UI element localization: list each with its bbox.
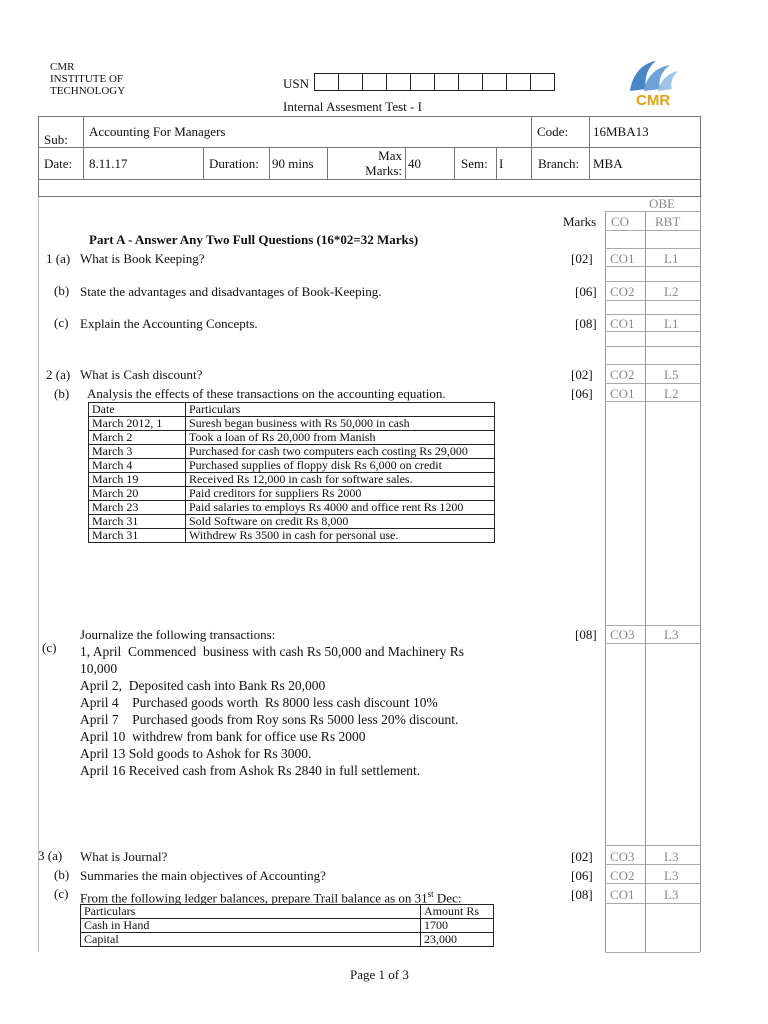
table-cell: March 20 (89, 487, 186, 501)
obe-header: OBE (649, 196, 675, 211)
table-header-row (89, 403, 495, 417)
usn-digit-box[interactable] (531, 73, 555, 91)
q1c-co: CO1 (610, 316, 635, 331)
header-col-divider (83, 116, 84, 179)
date-value: 8.11.17 (89, 156, 128, 171)
table-cell: Purchased for cash two computers each costing Rs 29,000 (186, 445, 495, 459)
q1a-co: CO1 (610, 251, 635, 266)
table-header-cell: Particulars (81, 905, 421, 919)
row-line (605, 845, 700, 846)
table-cell: March 19 (89, 473, 186, 487)
q3a-marks: [02] (571, 849, 593, 864)
table-cell: March 31 (89, 515, 186, 529)
row-line (605, 383, 700, 384)
table-cell: March 4 (89, 459, 186, 473)
table-row (81, 919, 494, 933)
subject-label: Sub: (44, 132, 68, 147)
table-row (89, 515, 495, 529)
part-a-heading: Part A - Answer Any Two Full Questions (16*02=32 Marks) (89, 232, 419, 247)
row-line (605, 281, 700, 282)
branch-value: MBA (593, 156, 623, 171)
page-number: Page 1 of 3 (350, 967, 409, 982)
q1a-text: What is Book Keeping? (80, 251, 205, 266)
transactions-table (88, 402, 495, 543)
table-cell: Paid salaries to employs Rs 4000 and office rent Rs 1200 (186, 501, 495, 515)
journal-line: April 10 withdrew from bank for office use Rs 2000 (80, 729, 366, 744)
journal-transactions (80, 643, 464, 779)
grid-left-border (38, 197, 39, 952)
row-line (605, 903, 700, 904)
q3b-marks: [06] (571, 868, 593, 883)
table-cell: March 2 (89, 431, 186, 445)
row-line (605, 952, 700, 953)
table-row (89, 529, 495, 543)
q2c-co: CO3 (610, 627, 635, 642)
q2b-co: CO1 (610, 386, 635, 401)
q1c-text: Explain the Accounting Concepts. (80, 316, 258, 331)
header-col-divider (454, 147, 455, 179)
max-marks-value: 40 (408, 156, 421, 171)
q1a-marks: [02] (571, 251, 593, 266)
q3c-co: CO1 (610, 887, 635, 902)
header-col-divider (203, 147, 204, 179)
table-cell: Purchased supplies of floppy disk Rs 6,000 on credit (186, 459, 495, 473)
q1-number: 1 (a) (46, 251, 71, 266)
q2c-line: Journalize the following transactions: (80, 627, 276, 642)
sem-label: Sem: (461, 156, 488, 171)
row-line (605, 401, 700, 402)
q1b-co: CO2 (610, 284, 635, 299)
institute-line-2: INSTITUTE OF (50, 73, 124, 85)
journal-line: April 4 Purchased goods worth Rs 8000 less cash discount 10% (80, 695, 438, 710)
co-header: CO (611, 214, 630, 229)
table-cell: 23,000 (421, 933, 494, 947)
usn-digit-box[interactable] (411, 73, 435, 91)
co-rbt-divider (645, 211, 646, 952)
table-row (81, 933, 494, 947)
table-cell: Received Rs 12,000 in cash for software sales. (186, 473, 495, 487)
q2a-co: CO2 (610, 367, 635, 382)
row-line (605, 346, 700, 347)
usn-digit-box[interactable] (483, 73, 507, 91)
code-label: Code: (537, 124, 569, 139)
q1c-marks: [08] (575, 316, 597, 331)
q2a-marks: [02] (571, 367, 593, 382)
q3c-label: (c) (54, 886, 69, 901)
header-col-divider (589, 116, 590, 179)
swan-icon (622, 55, 682, 95)
institute-line-3: TECHNOLOGY (50, 85, 126, 97)
usn-digit-box[interactable] (387, 73, 411, 91)
table-cell: March 31 (89, 529, 186, 543)
cmr-logo (622, 55, 682, 109)
q3c-text (80, 887, 461, 905)
header-col-divider (531, 116, 532, 179)
test-title: Internal Assesment Test - I (283, 99, 422, 114)
header-col-divider (269, 147, 270, 179)
row-line (605, 643, 700, 644)
q2a-rbt: L5 (664, 367, 679, 382)
table-cell: March 23 (89, 501, 186, 515)
table-cell: Took a loan of Rs 20,000 from Manish (186, 431, 495, 445)
rbt-header: RBT (655, 214, 681, 229)
usn-digit-box[interactable] (315, 73, 339, 91)
usn-box-row (314, 73, 555, 91)
table-row (89, 431, 495, 445)
q2c-label: (c) (42, 640, 57, 655)
subject-value: Accounting For Managers (89, 124, 226, 139)
table-cell: Paid creditors for suppliers Rs 2000 (186, 487, 495, 501)
q1b-rbt: L2 (664, 284, 679, 299)
q3c-rbt: L3 (664, 887, 679, 902)
q3b-label: (b) (54, 867, 70, 882)
table-row (89, 473, 495, 487)
table-cell: Sold Software on credit Rs 8,000 (186, 515, 495, 529)
q2b-rbt: L2 (664, 386, 679, 401)
q3c-text-main: From the following ledger balances, prepare Trail balance as on 31 (80, 890, 428, 906)
q3-number: 3 (a) (38, 848, 63, 863)
row-line (605, 266, 700, 267)
header-row-line (605, 230, 700, 231)
table-row (89, 417, 495, 431)
max-marks-label (330, 148, 402, 178)
q2b-text: Analysis the effects of these transactions on the accounting equation. (87, 386, 446, 401)
q2-number: 2 (a) (46, 367, 71, 382)
row-line (605, 883, 700, 884)
date-label: Date: (44, 156, 73, 171)
table-cell: March 3 (89, 445, 186, 459)
grid-right-border (700, 197, 701, 952)
journal-line: April 7 Purchased goods from Roy sons Rs 5000 less 20% discount. (80, 712, 459, 727)
q2b-marks: [06] (571, 386, 593, 401)
table-header-cell: Amount Rs (421, 905, 494, 919)
header-col-divider (327, 147, 328, 179)
duration-label: Duration: (209, 156, 259, 171)
usn-digit-box[interactable] (435, 73, 459, 91)
header-row-divider (38, 179, 701, 180)
q3c-superscript: st (427, 889, 434, 899)
ledger-table (80, 904, 494, 947)
row-line (605, 864, 700, 865)
q1a-rbt: L1 (664, 251, 679, 266)
table-header-cell: Date (89, 403, 186, 417)
journal-line: April 13 Sold goods to Ashok for Rs 3000. (80, 746, 312, 761)
obe-underline (605, 211, 700, 212)
q3b-rbt: L3 (664, 868, 679, 883)
row-line (605, 331, 700, 332)
journal-line: April 16 Received cash from Ashok Rs 2840 in full settlement. (80, 763, 421, 778)
table-row (89, 501, 495, 515)
q1b-text: State the advantages and disadvantages of Book-Keeping. (80, 284, 382, 299)
journal-line: 1, April Commenced business with cash Rs 50,000 and Machinery Rs (80, 644, 464, 659)
usn-digit-box[interactable] (459, 73, 483, 91)
q3b-co: CO2 (610, 868, 635, 883)
table-row (89, 487, 495, 501)
usn-digit-box[interactable] (339, 73, 363, 91)
q1c-label: (c) (54, 315, 69, 330)
code-value: 16MBA13 (593, 124, 649, 139)
journal-line: April 2, Deposited cash into Bank Rs 20,000 (80, 678, 326, 693)
sem-value: I (499, 156, 504, 171)
usn-digit-box[interactable] (507, 73, 531, 91)
q3a-co: CO3 (610, 849, 635, 864)
header-col-divider (496, 147, 497, 179)
logo-text: CMR (636, 92, 671, 109)
row-line (605, 248, 700, 249)
q3c-marks: [08] (571, 887, 593, 902)
q1c-rbt: L1 (664, 316, 679, 331)
table-header-cell: Particulars (186, 403, 495, 417)
table-cell: Suresh began business with Rs 50,000 in cash (186, 417, 495, 431)
table-cell: Cash in Hand (81, 919, 421, 933)
duration-value: 90 mins (272, 156, 314, 171)
table-row (89, 445, 495, 459)
q1b-label: (b) (54, 283, 70, 298)
table-header-row (81, 905, 494, 919)
q2b-label: (b) (54, 386, 70, 401)
institute-line-1: CMR (50, 61, 75, 73)
table-cell: Withdrew Rs 3500 in cash for personal use. (186, 529, 495, 543)
usn-digit-box[interactable] (363, 73, 387, 91)
row-line (605, 300, 700, 301)
max-marks-label-line1: Max (378, 148, 402, 163)
q2c-rbt: L3 (664, 627, 679, 642)
q3a-text: What is Journal? (80, 849, 168, 864)
table-cell: March 2012, 1 (89, 417, 186, 431)
q3a-rbt: L3 (664, 849, 679, 864)
table-row (89, 459, 495, 473)
journal-line: 10,000 (80, 661, 118, 676)
table-cell: Capital (81, 933, 421, 947)
q2c-marks: [08] (575, 627, 597, 642)
row-line (605, 625, 700, 626)
row-line (605, 314, 700, 315)
row-line (605, 364, 700, 365)
q2a-text: What is Cash discount? (80, 367, 203, 382)
branch-label: Branch: (538, 156, 580, 171)
co-col-left (605, 211, 606, 952)
max-marks-label-line2: Marks: (365, 163, 402, 178)
header-col-divider (405, 147, 406, 179)
q3b-text: Summaries the main objectives of Accounting? (80, 868, 326, 883)
q3c-text-end: Dec: (433, 890, 462, 906)
usn-label: USN (283, 76, 310, 91)
marks-header: Marks (563, 214, 597, 229)
q1b-marks: [06] (575, 284, 597, 299)
table-cell: 1700 (421, 919, 494, 933)
institute-name (50, 61, 125, 97)
